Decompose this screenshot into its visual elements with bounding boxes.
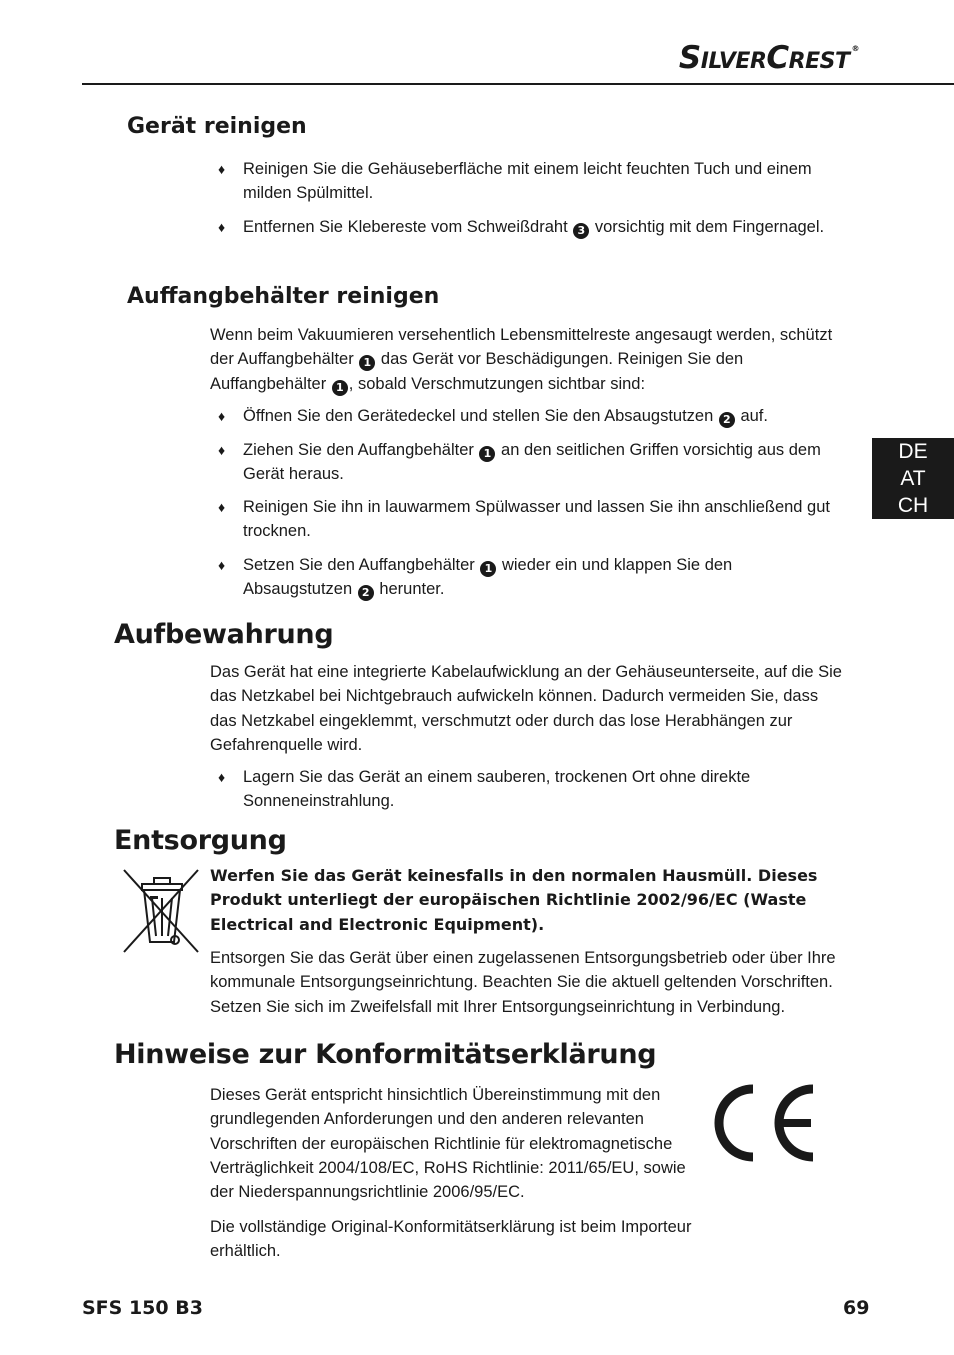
heading-aufbewahrung: Aufbewahrung bbox=[114, 619, 334, 650]
paragraph: Das Gerät hat eine integrierte Kabelaufwicklung an der Gehäuseunterseite, auf die Sie das Netzkabel bei Nichtgebrauch aufwickeln können. Dadurch vermeiden Sie, dass das Netzkabel eingeklemmt, verschmutzt oder durch das lose Herabhängen zur Gefahrenquelle wird. bbox=[210, 663, 842, 754]
page-number: 69 bbox=[843, 1297, 870, 1319]
silvercrest-logo: SILVERCREST® bbox=[678, 40, 859, 76]
header-divider bbox=[82, 83, 954, 85]
part-number-badge: 1 bbox=[359, 355, 375, 371]
part-number-badge: 2 bbox=[719, 412, 735, 428]
part-number-badge: 1 bbox=[480, 561, 496, 577]
part-number-badge: 2 bbox=[358, 585, 374, 601]
warning-text: Werfen Sie das Gerät keinesfalls in den normalen Hausmüll. Dieses Produkt unterliegt der europäischen Richtlinie 2002/96/EC (Waste Electrical and Electronic Equipment). bbox=[210, 866, 818, 934]
diamond-bullet-icon: ♦ bbox=[218, 219, 226, 235]
weee-crossed-bin-icon bbox=[120, 866, 202, 956]
diamond-bullet-icon: ♦ bbox=[218, 769, 226, 785]
paragraph: Wenn beim Vakuumieren versehentlich Lebensmittelreste angesaugt werden, schützt der Auffangbehälter 1 das Gerät vor Beschädigungen. Reinigen Sie den Auffangbehälter 1 , sobald Verschmutzungen sichtbar sind: bbox=[210, 326, 833, 394]
list-item: ♦ Reinigen Sie die Gehäuseberfläche mit einem leicht feuchten Tuch und einem milden Spülmittel. bbox=[218, 157, 843, 206]
diamond-bullet-icon: ♦ bbox=[218, 161, 226, 177]
ce-mark-icon bbox=[709, 1083, 819, 1163]
paragraph: Dieses Gerät entspricht hinsichtlich Übereinstimmung mit den grundlegenden Anforderungen und den anderen relevanten Vorschriften der europäischen Richtlinie für elektromagnetische Verträglichkeit 2004/108/EC, RoHS Richtlinie: 2011/65/EU, sowie der Niederspannungsrichtlinie 2006/95/EC. bbox=[210, 1086, 686, 1202]
language-tab bbox=[872, 438, 954, 519]
heading-geraet-reinigen: Gerät reinigen bbox=[127, 114, 307, 139]
list-item: ♦ Lagern Sie das Gerät an einem sauberen, trockenen Ort ohne direkte Sonneneinstrahlung. bbox=[218, 765, 843, 814]
part-number-badge: 3 bbox=[573, 223, 589, 239]
paragraph: Die vollständige Original-Konformitätserklärung ist beim Importeur erhältlich. bbox=[210, 1218, 692, 1261]
lang-ch: CH bbox=[897, 494, 929, 517]
lang-at: AT bbox=[900, 467, 926, 490]
heading-entsorgung: Entsorgung bbox=[114, 825, 287, 856]
heading-auffangbehaelter: Auffangbehälter reinigen bbox=[127, 284, 440, 309]
list-item: ♦ Setzen Sie den Auffangbehälter 1 wieder ein und klappen Sie den Absaugstutzen 2 herunter. bbox=[218, 553, 843, 602]
part-number-badge: 1 bbox=[332, 380, 348, 396]
list-item: ♦ Ziehen Sie den Auffangbehälter 1 an den seitlichen Griffen vorsichtig aus dem Gerät heraus. bbox=[218, 438, 843, 487]
diamond-bullet-icon: ♦ bbox=[218, 442, 226, 458]
lang-de: DE bbox=[898, 440, 928, 463]
part-number-badge: 1 bbox=[479, 446, 495, 462]
diamond-bullet-icon: ♦ bbox=[218, 408, 226, 424]
model-number: SFS 150 B3 bbox=[82, 1297, 203, 1319]
heading-konformitaet: Hinweise zur Konformitätserklärung bbox=[114, 1039, 657, 1070]
diamond-bullet-icon: ♦ bbox=[218, 557, 226, 573]
list-item: ♦ Öffnen Sie den Gerätedeckel und stellen Sie den Absaugstutzen 2 auf. bbox=[218, 404, 843, 428]
list-item: ♦ Reinigen Sie ihn in lauwarmem Spülwasser und lassen Sie ihn anschließend gut trocknen. bbox=[218, 495, 843, 544]
list-item: ♦ Entfernen Sie Klebereste vom Schweißdraht 3 vorsichtig mit dem Fingernagel. bbox=[218, 215, 843, 239]
diamond-bullet-icon: ♦ bbox=[218, 499, 226, 515]
paragraph: Entsorgen Sie das Gerät über einen zugelassenen Entsorgungsbetrieb oder über Ihre kommunale Entsorgungseinrichtung. Beachten Sie die aktuell geltenden Vorschriften. Setzen Sie sich im Zweifelsfall mit Ihrer Entsorgungseinrichtung in Verbindung. bbox=[210, 949, 836, 1016]
